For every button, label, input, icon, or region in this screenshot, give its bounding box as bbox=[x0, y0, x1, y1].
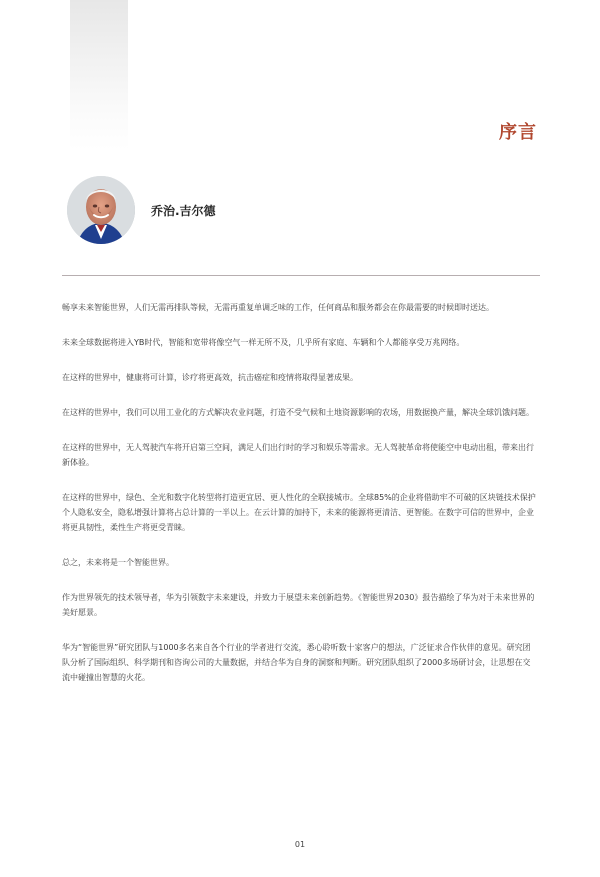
author-avatar bbox=[67, 176, 135, 244]
paragraph: 总之，未来将是一个智能世界。 bbox=[62, 558, 174, 567]
paragraph: 华为“智能世界”研究团队与1000多名来自各个行业的学者进行交流，悉心聆听数十家客户的想法，广泛征求合作伙伴的意见。研究团队分析了国际组织、科学期刊和咨询公司的大量数据，并结合华为自身的洞察和判断。研究团队组织了2000多场研讨会，让思想在交流中碰撞出智慧的火花。 bbox=[62, 643, 531, 682]
preface-body bbox=[62, 300, 538, 705]
author-block bbox=[67, 176, 216, 244]
paragraph: 在这样的世界中，我们可以用工业化的方式解决农业问题，打造不受气候和土地资源影响的农场，用数据换产量，解决全球饥饿问题。 bbox=[62, 408, 534, 417]
paragraph: 在这样的世界中，无人驾驶汽车将开启第三空间，满足人们出行时的学习和娱乐等需求。无人驾驶革命将使能空中电动出租，带来出行新体验。 bbox=[62, 443, 534, 467]
paragraph: 畅享未来智能世界，人们无需再排队等候，无需再重复单调乏味的工作，任何商品和服务都会在你最需要的时候即时送达。 bbox=[62, 303, 494, 312]
page-number: 01 bbox=[294, 840, 306, 849]
paragraph: 在这样的世界中，健康将可计算，诊疗将更高效，抗击癌症和疫情将取得显著成果。 bbox=[62, 373, 358, 382]
paragraph: 作为世界领先的技术领导者，华为引领数字未来建设，并致力于展望未来创新趋势。《智能世界2030》报告描绘了华为对于未来世界的美好愿景。 bbox=[62, 593, 535, 617]
section-divider bbox=[62, 275, 540, 276]
paragraph: 在这样的世界中，绿色、全光和数字化转型将打造更宜居、更人性化的全联接城市。全球85%的企业将借助牢不可破的区块链技术保护个人隐私安全，隐私增强计算将占总计算的一半以上。在云计算的加持下，未来的能源将更清洁、更智能。在数字可信的世界中，企业将更具韧性，柔性生产将更受青睐。 bbox=[62, 493, 536, 532]
paragraph: 未来全球数据将进入YB时代，智能和宽带将像空气一样无所不及，几乎所有家庭、车辆和个人都能享受万兆网络。 bbox=[62, 338, 465, 347]
author-name: 乔治.吉尔德 bbox=[151, 203, 216, 218]
corner-shade-decoration bbox=[70, 0, 128, 150]
section-title: 序言 bbox=[499, 122, 537, 143]
